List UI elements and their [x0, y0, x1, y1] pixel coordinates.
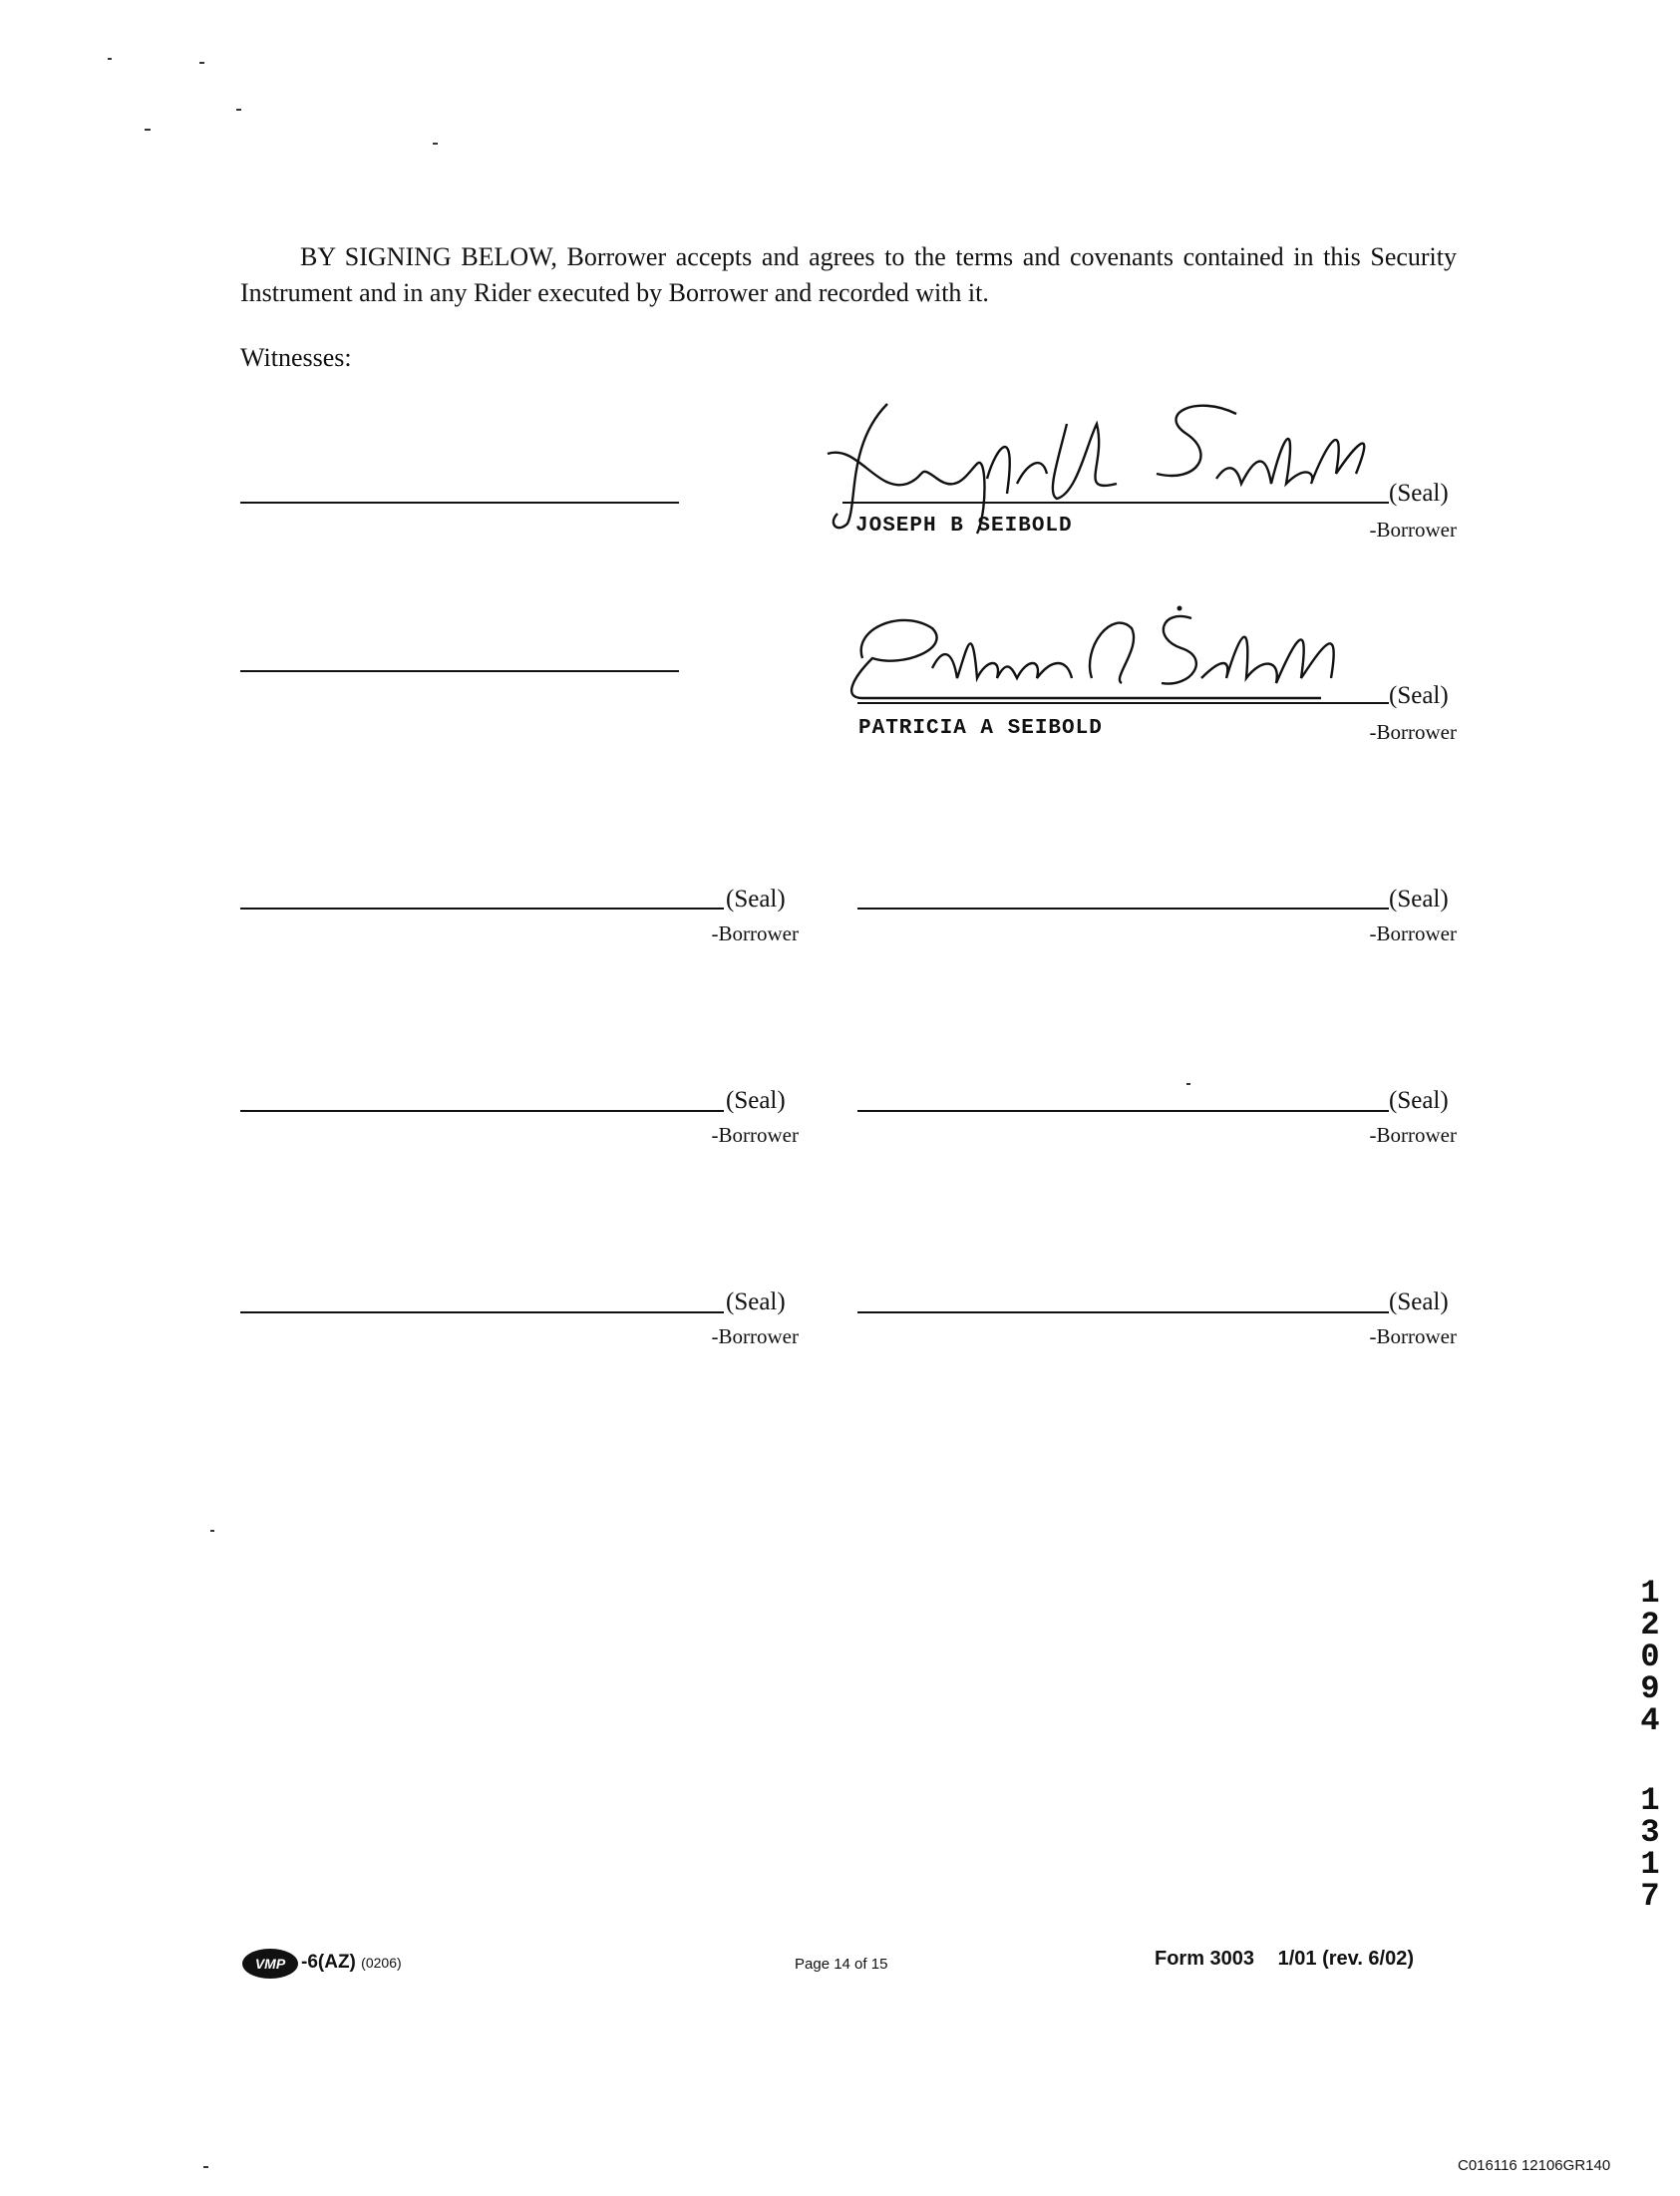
recording-digit: 9: [1640, 1670, 1660, 1707]
recording-digit: 2: [1640, 1607, 1660, 1644]
blank-signature-line[interactable]: [857, 1311, 1389, 1313]
recording-digit: 3: [1640, 1814, 1660, 1851]
seal-label: (Seal): [726, 886, 786, 913]
borrower-label: -Borrower: [1369, 1123, 1457, 1147]
witness-line-2[interactable]: [240, 670, 679, 672]
recording-digit: 4: [1640, 1702, 1660, 1739]
recording-digit: 7: [1640, 1878, 1660, 1915]
acknowledgement-lead: BY SIGNING BELOW,: [300, 242, 557, 271]
form-number: [1155, 1948, 1414, 1971]
recording-digit: 1: [1640, 1575, 1660, 1612]
seal-label: (Seal): [1389, 886, 1449, 913]
witness-line-1[interactable]: [240, 502, 679, 504]
acknowledgement-paragraph: [240, 239, 1457, 311]
borrower-label: -Borrower: [1369, 518, 1457, 542]
vmp-logo: VMP: [242, 1949, 298, 1979]
recording-digit: 1: [1640, 1782, 1660, 1819]
witnesses-label: Witnesses:: [240, 343, 352, 372]
blank-signature-line[interactable]: [240, 908, 724, 910]
recording-digit: 1: [1640, 1846, 1660, 1883]
blank-signature-line[interactable]: [857, 908, 1389, 910]
seal-label: (Seal): [1389, 480, 1449, 507]
borrower-name-1: JOSEPH B SEIBOLD: [855, 515, 1073, 538]
form-number-text: Form 3003: [1155, 1948, 1255, 1970]
seal-label: (Seal): [726, 1288, 786, 1315]
seal-label: (Seal): [726, 1087, 786, 1114]
page-info: Page 14 of 15: [795, 1956, 888, 1973]
blank-signature-line[interactable]: [240, 1110, 724, 1112]
borrower-label: -Borrower: [1369, 921, 1457, 945]
form-code: [301, 1952, 402, 1974]
blank-signature-line[interactable]: [857, 1110, 1389, 1112]
form-code-main: -6(AZ): [301, 1952, 356, 1973]
acknowledgement-text: Borrower accepts and agrees to the terms and covenants contained in this Security Instrument and in any Rider executed by Borrower and recorded with it.: [240, 242, 1458, 307]
borrower-name-2: PATRICIA A SEIBOLD: [858, 717, 1103, 740]
borrower-label: -Borrower: [1369, 1324, 1457, 1348]
signature-patricia-seibold: [842, 588, 1401, 718]
borrower-label: -Borrower: [711, 1324, 799, 1348]
borrower-label: -Borrower: [711, 1123, 799, 1147]
seal-label: (Seal): [1389, 1087, 1449, 1114]
borrower-signature-line-1[interactable]: [842, 502, 1389, 504]
form-revision: 1/01 (rev. 6/02): [1277, 1948, 1415, 1970]
recording-digit: 0: [1640, 1639, 1660, 1675]
batch-code: C016116 12106GR140: [1458, 2157, 1611, 2174]
borrower-label: -Borrower: [711, 921, 799, 945]
blank-signature-line[interactable]: [240, 1311, 724, 1313]
seal-label: (Seal): [1389, 1288, 1449, 1315]
seal-label: (Seal): [1389, 682, 1449, 709]
form-code-suffix: (0206): [361, 1955, 402, 1971]
borrower-signature-line-2[interactable]: [857, 702, 1389, 704]
borrower-label: -Borrower: [1369, 720, 1457, 744]
